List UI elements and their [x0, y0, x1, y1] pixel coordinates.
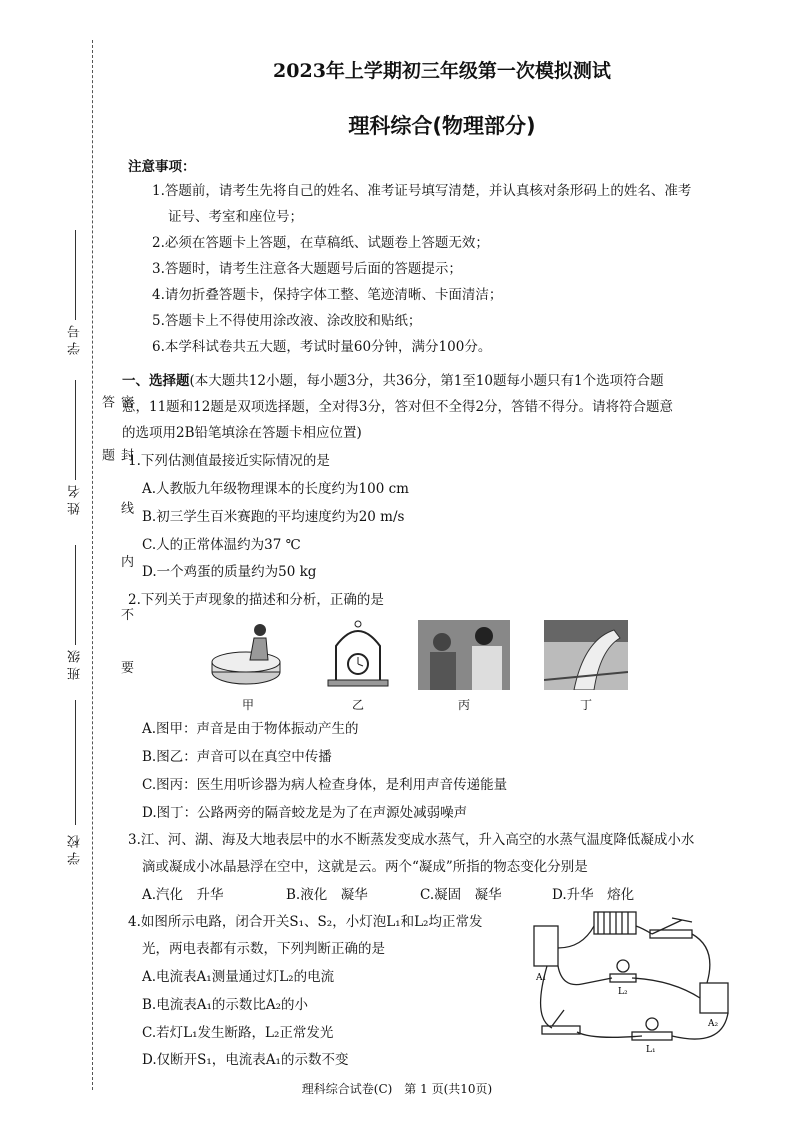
section1-intro — [122, 372, 664, 390]
section1-intro-line: 意，11题和12题是双项选择题，全对得3分，答对但不全得2分，答错不得分。请将符合题意 — [122, 399, 674, 415]
exam-subtitle: 理科综合(物理部分) — [348, 114, 536, 138]
q4-option-c: C.若灯L₁发生断路，L₂正常发光 — [142, 1025, 334, 1041]
seal-line-text: 密 封 线 内 不 要 答 题 — [99, 395, 133, 692]
notice-item: 5.答题卡上不得使用涂改液、涂改胶和贴纸； — [152, 313, 422, 329]
page-footer: 理科综合试卷(C) 第 1 页(共10页) — [301, 1082, 493, 1096]
q1-option-d: D.一个鸡蛋的质量约为50 kg — [142, 564, 317, 580]
class-label: 班 级 — [68, 650, 83, 681]
q3-option-d: D.升华 熔化 — [552, 887, 635, 903]
student-id-label: 学 号 — [68, 325, 83, 356]
q3-option-b: B.液化 凝华 — [286, 887, 368, 903]
section1-heading: 一、选择题 — [122, 373, 190, 389]
noise-barrier-photo-icon — [544, 620, 628, 690]
student-id-field[interactable] — [75, 230, 76, 320]
name-field[interactable] — [75, 380, 76, 480]
q2-option-c: C.图丙：医生用听诊器为病人检查身体，是利用声音传递能量 — [142, 777, 508, 793]
q2-option-b: B.图乙：声音可以在真空中传播 — [142, 749, 332, 765]
circuit-label-a1: A₁ — [536, 973, 547, 983]
q4-option-a: A.电流表A₁测量通过灯L₂的电流 — [142, 969, 335, 985]
q1-option-b: B.初三学生百米赛跑的平均速度约为20 m/s — [142, 509, 405, 525]
caption-bing: 丙 — [457, 698, 470, 712]
caption-yi: 乙 — [351, 698, 364, 712]
section1-intro-line: (本大题共12小题，每小题3分，共36分，第1至10题每小题只有1个选项符合题 — [189, 373, 664, 389]
class-field[interactable] — [75, 545, 76, 645]
notice-item: 3.答题时，请考生注意各大题题号后面的答题提示； — [152, 261, 462, 277]
notice-item: 1.答题前，请考生先将自己的姓名、准考证号填写清楚，并认真核对条形码上的姓名、准考 — [152, 183, 692, 199]
q1-option-a: A.人教版九年级物理课本的长度约为100 cm — [142, 481, 409, 497]
notice-item: 证号、考室和座位号； — [168, 209, 303, 225]
q2-option-d: D.图丁：公路两旁的隔音蛟龙是为了在声源处减弱噪声 — [142, 805, 468, 821]
bell-jar-clock-icon — [320, 620, 396, 690]
q4-option-d: D.仅断开S₁，电流表A₁的示数不变 — [142, 1052, 349, 1068]
notice-item: 6.本学科试卷共五大题，考试时量60分钟，满分100分。 — [152, 339, 492, 355]
notice-item: 2.必须在答题卡上答题，在草稿纸、试题卷上答题无效； — [152, 235, 489, 251]
q2-option-a: A.图甲：声音是由于物体振动产生的 — [142, 721, 359, 737]
q4-stem: 光，两电表都有示数，下列判断正确的是 — [142, 941, 385, 957]
school-field[interactable] — [75, 700, 76, 825]
q3-stem: 3.江、河、湖、海及大地表层中的水不断蒸发变成水蒸气，升入高空的水蒸气温度降低凝成小水 — [128, 832, 695, 848]
school-label: 学 校 — [68, 835, 83, 866]
name-label: 姓 名 — [68, 485, 83, 516]
notice-item: 4.请勿折叠答题卡，保持字体工整、笔迹清晰、卡面清洁； — [152, 287, 503, 303]
q1-option-c: C.人的正常体温约为37 ℃ — [142, 537, 301, 553]
q2-figures — [210, 620, 630, 710]
q2-stem: 2.下列关于声现象的描述和分析，正确的是 — [128, 592, 384, 608]
stethoscope-photo-icon — [418, 620, 510, 690]
seal-dashed-line — [92, 40, 93, 1090]
circuit-diagram-icon — [522, 908, 742, 1058]
caption-jia: 甲 — [241, 698, 254, 712]
caption-ding: 丁 — [579, 698, 592, 712]
notice-heading: 注意事项： — [128, 159, 196, 175]
q3-option-c: C.凝固 凝华 — [420, 887, 502, 903]
circuit-label-a2: A₂ — [708, 1019, 719, 1029]
q4-option-b: B.电流表A₁的示数比A₂的小 — [142, 997, 309, 1013]
q3-option-a: A.汽化 升华 — [142, 887, 224, 903]
binding-strip — [0, 0, 133, 1122]
drum-figure-icon — [210, 620, 286, 690]
q3-stem: 滴或凝成小冰晶悬浮在空中，这就是云。两个“凝成”所指的物态变化分别是 — [142, 859, 588, 875]
section1-intro-line: 的选项用2B铅笔填涂在答题卡相应位置) — [122, 425, 362, 441]
q4-stem: 4.如图所示电路，闭合开关S₁、S₂，小灯泡L₁和L₂均正常发 — [128, 914, 483, 930]
circuit-label-l1: L₁ — [646, 1045, 656, 1055]
circuit-label-l2: L₂ — [618, 987, 628, 997]
exam-title: 2023年上学期初三年级第一次模拟测试 — [273, 60, 611, 82]
q1-stem: 1.下列估测值最接近实际情况的是 — [128, 453, 330, 469]
